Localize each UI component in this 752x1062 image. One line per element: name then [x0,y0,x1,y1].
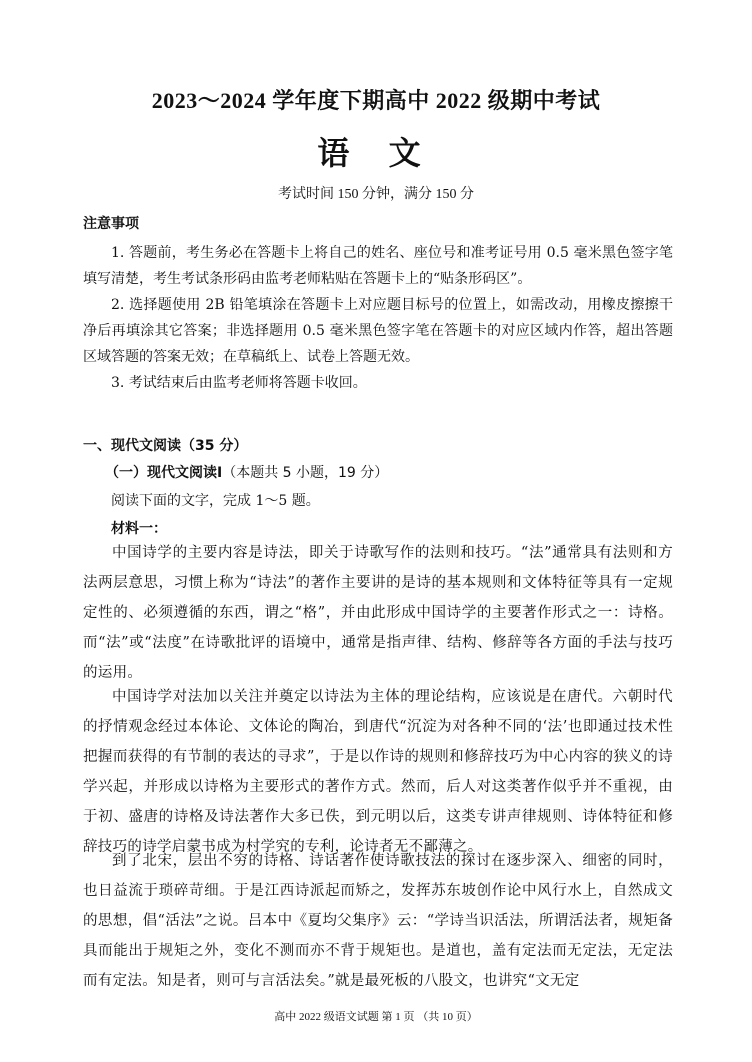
exam-title: 2023～2024 学年度下期高中 2022 级期中考试 [151,88,601,113]
material-paragraph-3: 到了北宋，层出不穷的诗格、诗话著作使诗歌技法的探讨在逐步深入、细密的同时，也日益流于琐碎苛细。于是江西诗派起而矫之，发挥苏东坡创作论中风行水上，自然成文的思想，倡“活法”之说。吕本中《夏均父集序》云：“学诗当识活法，所谓活法者，规矩备具而能出于规矩之外，变化不测而亦不背于规矩也。是道也，盖有定法而无定法，无定法而有定法。知是者，则可与言活法矣。”就是最死板的八股文，也讲究“文无定 [83,853,673,989]
notes-item-3: 3. 考试结束后由监考老师将答题卡收回。 [111,375,367,391]
subsection-title [105,462,388,482]
material-label: 材料一： [111,521,167,537]
material-paragraph-1: 中国诗学的主要内容是诗法，即关于诗歌写作的法则和技巧。“法”通常具有法则和方法两层意思，习惯上称为“诗法”的著作主要讲的是诗的基本规则和文体特征等具有一定规定性的、必须遵循的东西，谓之“格”，并由此形成中国诗学的主要著作形式之一：诗格。而“法”或“法度”在诗歌批评的语境中，通常是指声律、结构、修辞等各方面的手法与技巧的运用。 [83,545,673,681]
notes-item-1: 1. 答题前，考生务必在答题卡上将自己的姓名、座位号和准考证号用 0.5 毫米黑色签字笔填写清楚，考生考试条形码由监考老师粘贴在答题卡上的“贴条形码区”。 [83,245,673,287]
subsection-note: （本题共 5 小题，19 分） [222,465,389,481]
reading-instruction: 阅读下面的文字，完成 1～5 题。 [111,493,320,509]
notes-item-2: 2. 选择题使用 2B 铅笔填涂在答题卡上对应题目标号的位置上，如需改动，用橡皮擦擦干净后再填涂其它答案；非选择题用 0.5 毫米黑色签字笔在答题卡的对应区域内作答，超出答题区域答题的答案无效；在草稿纸上、试卷上答题无效。 [83,297,673,365]
section-title: 一、现代文阅读（35 分） [83,438,248,454]
exam-info: 考试时间 150 分钟，满分 150 分 [278,187,474,202]
page-footer: 高中 2022 级语文试题 第 1 页 （共 10 页） [274,1011,478,1023]
subject-title: 语 文 [317,134,435,172]
material-paragraph-2: 中国诗学对法加以关注并奠定以诗法为主体的理论结构，应该说是在唐代。六朝时代的抒情观念经过本体论、文体论的陶冶，到唐代“沉淀为对各种不同的‘法’也即通过技术性把握而获得的有节制的表达的寻求”，于是以作诗的规则和修辞技巧为中心内容的狭义的诗学兴起，并形成以诗格为主要形式的著作方式。然而，后人对这类著作似乎并不重视，由于初、盛唐的诗格及诗法著作大多已佚，到元明以后，这类专讲声律规则、诗体特征和修辞技巧的诗学启蒙书成为村学究的专利，论诗者无不鄙薄之。 [83,689,673,855]
notes-title: 注意事项 [83,216,139,232]
subsection-name: （一）现代文阅读Ⅰ [105,465,223,481]
